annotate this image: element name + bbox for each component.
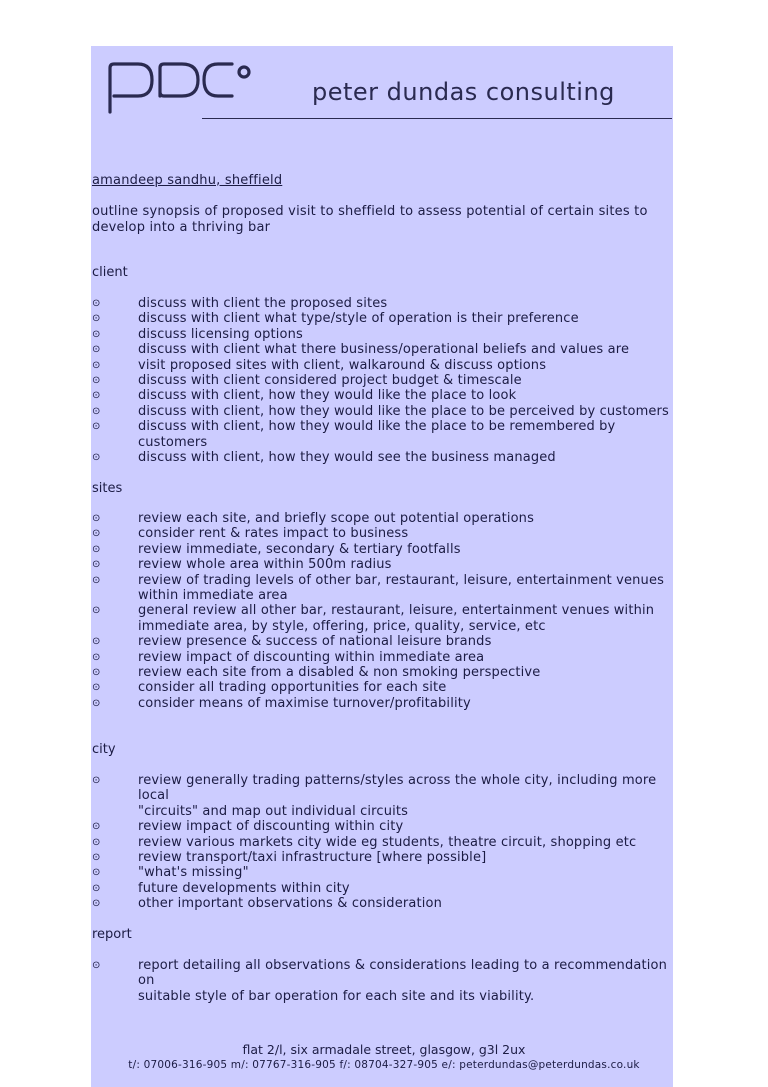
bullet-icon: ⊙: [92, 898, 101, 910]
bullet-icon: ⊙: [92, 775, 101, 786]
list-item-text: discuss with client, how they would see the business managed: [138, 450, 556, 466]
list-item: [92, 680, 672, 695]
bullet-icon: ⊙: [92, 852, 101, 864]
bullet-icon: ⊙: [92, 636, 101, 648]
list-item-text: discuss with client the proposed sites: [138, 296, 388, 311]
list-item: [92, 819, 672, 834]
bullet-icon: ⊙: [92, 821, 101, 833]
bullet-icon: ⊙: [92, 651, 101, 663]
list-item: [92, 603, 672, 634]
synopsis-line: develop into a thriving bar: [92, 219, 271, 235]
section-heading-sites: sites: [92, 481, 123, 496]
list-item-text: immediate area, by style, offering, price, quality, service, etc: [138, 618, 546, 634]
list-item: [92, 665, 672, 680]
pdc-logo: [106, 54, 256, 122]
list-item-text: review presence & success of national leisure brands: [138, 634, 492, 650]
list-item: [92, 373, 672, 388]
list-item: [92, 419, 672, 450]
list-item-text: suitable style of bar operation for each site and its viability.: [138, 988, 535, 1004]
list-item-text: review each site, and briefly scope out potential operations: [138, 511, 534, 526]
bullet-icon: ⊙: [92, 605, 101, 617]
list-item-text: consider all trading opportunities for each site: [138, 680, 447, 696]
report-list: [92, 958, 672, 1004]
city-list: [92, 773, 672, 912]
bullet-icon: ⊙: [92, 452, 101, 464]
list-item-text: discuss with client, how they would like the place to be remembered by customers: [138, 419, 616, 450]
bullet-icon: ⊙: [92, 836, 101, 848]
bullet-icon: ⊙: [92, 298, 101, 309]
list-item: [92, 296, 672, 311]
footer-contact: t/: 07006-316-905 m/: 07767-316-905 f/: 08704-327-905 e/: peterdundas@peterdundas.co.uk: [128, 1059, 640, 1071]
list-item: [92, 896, 672, 911]
list-item: [92, 511, 672, 526]
client-name-line: amandeep sandhu, sheffield: [92, 173, 283, 188]
bullet-icon: ⊙: [92, 867, 101, 879]
bullet-icon: ⊙: [92, 960, 101, 971]
list-item: [92, 573, 672, 604]
bullet-icon: ⊙: [92, 328, 101, 340]
bullet-icon: ⊙: [92, 697, 101, 709]
bullet-icon: ⊙: [92, 682, 101, 694]
list-item: [92, 557, 672, 572]
section-heading-city: city: [92, 742, 116, 757]
list-item: [92, 696, 672, 711]
list-item-text: report detailing all observations & considerations leading to a recommendation on: [138, 958, 667, 989]
list-item: [92, 850, 672, 865]
list-item-text: "circuits" and map out individual circuits: [138, 803, 409, 819]
list-item-text: discuss licensing options: [138, 326, 303, 342]
list-item-text: review impact of discounting within immediate area: [138, 649, 485, 665]
list-item: [92, 311, 672, 326]
bullet-icon: ⊙: [92, 559, 101, 571]
bullet-icon: ⊙: [92, 421, 101, 433]
bullet-icon: ⊙: [92, 882, 101, 894]
list-item: [92, 634, 672, 649]
list-item-text: discuss with client what type/style of operation is their preference: [138, 311, 579, 327]
list-item-text: review each site from a disabled & non smoking perspective: [138, 665, 541, 681]
bullet-icon: ⊙: [92, 313, 101, 325]
bullet-icon: ⊙: [92, 574, 101, 586]
list-item: [92, 650, 672, 665]
list-item-text: review transport/taxi infrastructure [where possible]: [138, 850, 487, 866]
list-item: [92, 958, 672, 1004]
list-item-text: review various markets city wide eg students, theatre circuit, shopping etc: [138, 834, 637, 850]
list-item-text: review generally trading patterns/styles across the whole city, including more local: [138, 773, 657, 804]
list-item: [92, 342, 672, 357]
list-item-text: discuss with client considered project budget & timescale: [138, 373, 522, 389]
list-item: [92, 526, 672, 541]
section-heading-report: report: [92, 927, 132, 942]
bullet-icon: ⊙: [92, 543, 101, 555]
list-item-text: discuss with client, how they would like the place to be perceived by customers: [138, 403, 669, 419]
bullet-icon: ⊙: [92, 344, 101, 356]
list-item-text: visit proposed sites with client, walkaround & discuss options: [138, 357, 547, 373]
list-item-text: "what's missing": [138, 865, 249, 881]
list-item-text: review whole area within 500m radius: [138, 557, 392, 573]
list-item-text: discuss with client what there business/operational beliefs and values are: [138, 342, 630, 358]
bullet-icon: ⊙: [92, 405, 101, 417]
list-item-text: within immediate area: [138, 588, 288, 604]
list-item: [92, 542, 672, 557]
list-item-text: review of trading levels of other bar, restaurant, leisure, entertainment venues: [138, 572, 665, 588]
header-rule: [202, 118, 672, 119]
list-item-text: general review all other bar, restaurant, leisure, entertainment venues within: [138, 603, 655, 619]
list-item: [92, 450, 672, 465]
list-item-text: review impact of discounting within city: [138, 819, 404, 835]
list-item-text: discuss with client, how they would like the place to look: [138, 388, 517, 404]
sites-list: [92, 511, 672, 711]
list-item-text: review immediate, secondary & tertiary footfalls: [138, 541, 461, 557]
section-heading-client: client: [92, 265, 128, 280]
list-item-text: future developments within city: [138, 880, 350, 896]
bullet-icon: ⊙: [92, 667, 101, 679]
list-item-text: consider rent & rates impact to business: [138, 526, 409, 542]
list-item: [92, 404, 672, 419]
bullet-icon: ⊙: [92, 375, 101, 387]
list-item: [92, 835, 672, 850]
list-item-text: consider means of maximise turnover/profitability: [138, 695, 471, 711]
list-item-text: other important observations & consideration: [138, 896, 442, 912]
list-item: [92, 865, 672, 880]
synopsis: [92, 204, 648, 235]
footer-address: flat 2/l, six armadale street, glasgow, g3l 2ux: [242, 1042, 526, 1057]
client-list: [92, 296, 672, 465]
bullet-icon: ⊙: [92, 528, 101, 540]
bullet-icon: ⊙: [92, 390, 101, 402]
list-item: [92, 881, 672, 896]
list-item: [92, 358, 672, 373]
list-item: [92, 773, 672, 819]
bullet-icon: ⊙: [92, 513, 101, 524]
bullet-icon: ⊙: [92, 359, 101, 371]
synopsis-line: outline synopsis of proposed visit to sheffield to assess potential of certain sites to: [92, 204, 648, 219]
company-name: peter dundas consulting: [312, 78, 615, 106]
list-item: [92, 327, 672, 342]
list-item: [92, 388, 672, 403]
